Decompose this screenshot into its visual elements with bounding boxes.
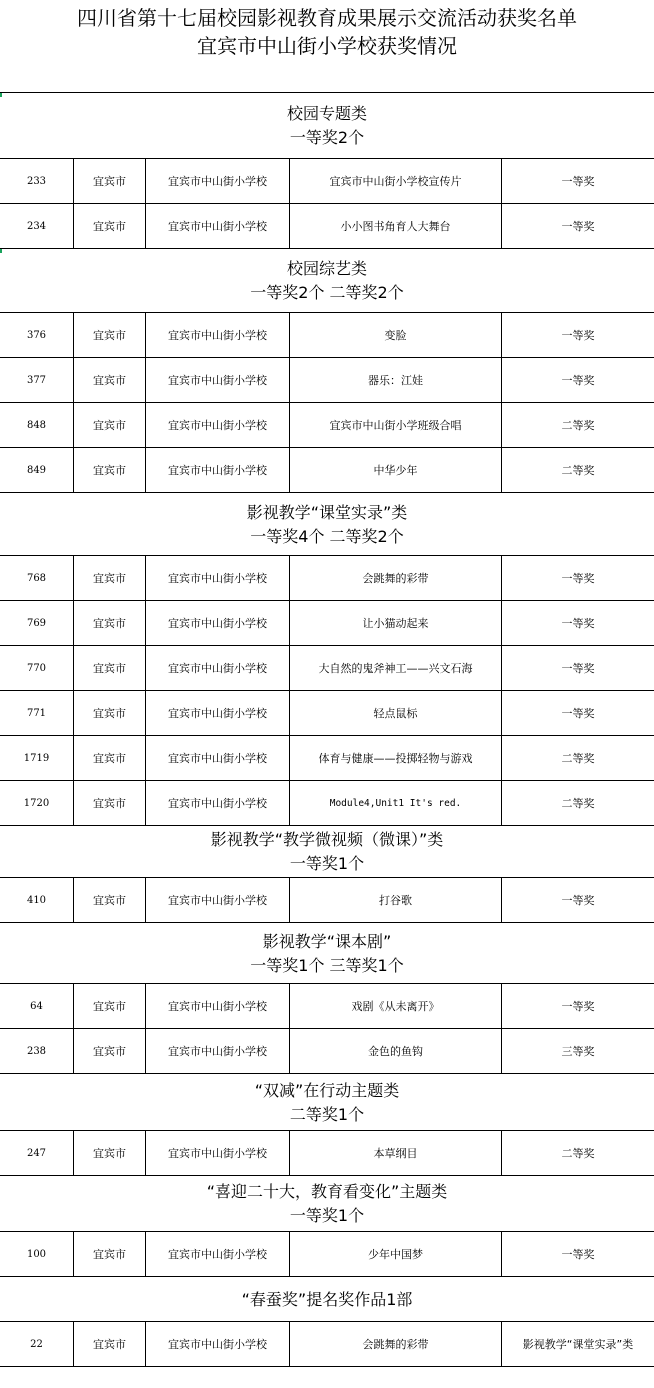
cell-marker-icon <box>0 93 2 97</box>
table-row <box>0 736 654 781</box>
section-category: 影视教学“课本剧” <box>262 931 392 951</box>
work-title-cell: 器乐：江娃 <box>290 358 502 402</box>
entry-id: 769 <box>0 601 74 645</box>
award-cell: 影视教学“课堂实录”类 <box>522 1338 634 1351</box>
table-row <box>0 556 654 601</box>
section-award-summary: 一等奖2个 二等奖2个 <box>250 283 404 302</box>
award-cell: 二等奖 <box>561 419 595 432</box>
entry-id: 233 <box>0 159 74 203</box>
school-cell: 宜宾市中山街小学校 <box>146 556 290 600</box>
entry-id: 1719 <box>0 736 74 780</box>
title-line-1: 四川省第十七届校园影视教育成果展示交流活动获奖名单 <box>77 6 577 30</box>
work-title-cell: 让小猫动起来 <box>290 601 502 645</box>
school-cell: 宜宾市中山街小学校 <box>146 691 290 735</box>
table-row <box>0 646 654 691</box>
school-cell: 宜宾市中山街小学校 <box>146 984 290 1028</box>
section-heading <box>0 1176 654 1232</box>
entry-id: 1720 <box>0 781 74 825</box>
section-heading <box>0 493 654 556</box>
entry-id: 22 <box>0 1322 74 1366</box>
city-cell: 宜宾市 <box>74 646 146 690</box>
table-row <box>0 878 654 923</box>
section-category: “喜迎二十大，教育看变化”主题类 <box>206 1182 448 1201</box>
work-title-cell: 大自然的鬼斧神工——兴文石海 <box>290 646 502 690</box>
work-title-cell: 金色的鱼钩 <box>290 1029 502 1073</box>
table-row <box>0 1232 654 1277</box>
city-cell: 宜宾市 <box>74 358 146 402</box>
school-cell: 宜宾市中山街小学校 <box>146 159 290 203</box>
section-category: “双减”在行动主题类 <box>254 1080 400 1100</box>
section-category: 影视教学“课堂实录”类 <box>246 502 408 522</box>
work-title-cell: Module4,Unit1 It's red. <box>290 781 502 825</box>
work-title-cell: 戏剧《从未离开》 <box>290 984 502 1028</box>
school-cell: 宜宾市中山街小学校 <box>146 781 290 825</box>
entry-id: 238 <box>0 1029 74 1073</box>
school-cell: 宜宾市中山街小学校 <box>146 646 290 690</box>
section-category: 校园专题类 <box>286 104 367 123</box>
award-cell: 一等奖 <box>561 707 595 720</box>
section-category: “春蚕奖”提名奖作品1部 <box>241 1289 413 1309</box>
work-title-cell: 少年中国梦 <box>290 1232 502 1276</box>
school-cell: 宜宾市中山街小学校 <box>146 1029 290 1073</box>
city-cell: 宜宾市 <box>74 781 146 825</box>
table-row <box>0 313 654 358</box>
award-cell: 二等奖 <box>561 797 595 810</box>
document-title <box>0 0 654 93</box>
entry-id: 376 <box>0 313 74 357</box>
school-cell: 宜宾市中山街小学校 <box>146 358 290 402</box>
award-cell: 一等奖 <box>561 175 595 188</box>
school-cell: 宜宾市中山街小学校 <box>146 313 290 357</box>
award-cell: 一等奖 <box>561 374 595 387</box>
school-cell: 宜宾市中山街小学校 <box>146 736 290 780</box>
city-cell: 宜宾市 <box>74 691 146 735</box>
work-title-cell: 轻点鼠标 <box>290 691 502 735</box>
award-cell: 一等奖 <box>561 220 595 233</box>
section-award-summary: 一等奖2个 <box>289 128 365 147</box>
work-title-cell: 本草纲目 <box>290 1131 502 1175</box>
entry-id: 64 <box>0 984 74 1028</box>
work-title-cell: 中华少年 <box>290 448 502 492</box>
table-row <box>0 984 654 1029</box>
entry-id: 848 <box>0 403 74 447</box>
award-cell: 一等奖 <box>561 894 595 907</box>
city-cell: 宜宾市 <box>74 984 146 1028</box>
city-cell: 宜宾市 <box>74 1322 146 1366</box>
section-heading <box>0 923 654 984</box>
school-cell: 宜宾市中山街小学校 <box>146 448 290 492</box>
section-award-summary: 一等奖1个 三等奖1个 <box>250 955 404 975</box>
section-category: 影视教学“教学微视频（微课）”类 <box>210 830 444 849</box>
section-heading <box>0 1277 654 1322</box>
city-cell: 宜宾市 <box>74 403 146 447</box>
school-cell: 宜宾市中山街小学校 <box>146 204 290 248</box>
entry-id: 768 <box>0 556 74 600</box>
school-cell: 宜宾市中山街小学校 <box>146 1131 290 1175</box>
table-row <box>0 601 654 646</box>
school-cell: 宜宾市中山街小学校 <box>146 601 290 645</box>
award-cell: 二等奖 <box>561 464 595 477</box>
city-cell: 宜宾市 <box>74 878 146 922</box>
entry-id: 234 <box>0 204 74 248</box>
work-title-cell: 会跳舞的彩带 <box>290 1322 502 1366</box>
city-cell: 宜宾市 <box>74 601 146 645</box>
award-cell: 一等奖 <box>561 1000 595 1013</box>
table-row <box>0 691 654 736</box>
table-row <box>0 159 654 204</box>
entry-id: 410 <box>0 878 74 922</box>
table-row <box>0 403 654 448</box>
award-cell: 一等奖 <box>561 617 595 630</box>
award-cell: 一等奖 <box>561 329 595 342</box>
work-title-cell: 宜宾市中山街小学校宣传片 <box>290 159 502 203</box>
section-award-summary: 二等奖1个 <box>289 1104 365 1124</box>
section-heading <box>0 1074 654 1131</box>
table-row <box>0 781 654 826</box>
award-cell: 一等奖 <box>561 662 595 675</box>
entry-id: 247 <box>0 1131 74 1175</box>
school-cell: 宜宾市中山街小学校 <box>146 1232 290 1276</box>
school-cell: 宜宾市中山街小学校 <box>146 878 290 922</box>
section-award-summary: 一等奖1个 <box>289 1206 365 1225</box>
table-row <box>0 448 654 493</box>
school-cell: 宜宾市中山街小学校 <box>146 1322 290 1366</box>
entry-id: 771 <box>0 691 74 735</box>
section-category: 校园综艺类 <box>286 259 367 278</box>
entry-id: 849 <box>0 448 74 492</box>
entry-id: 770 <box>0 646 74 690</box>
work-title-cell: 会跳舞的彩带 <box>290 556 502 600</box>
section-heading <box>0 826 654 878</box>
cell-marker-icon <box>0 249 2 253</box>
work-title-cell: 宜宾市中山街小学班级合唱 <box>290 403 502 447</box>
work-title-cell: 体育与健康——投掷轻物与游戏 <box>290 736 502 780</box>
city-cell: 宜宾市 <box>74 1232 146 1276</box>
city-cell: 宜宾市 <box>74 1029 146 1073</box>
section-heading <box>0 93 654 159</box>
city-cell: 宜宾市 <box>74 1131 146 1175</box>
award-cell: 三等奖 <box>561 1045 595 1058</box>
work-title-cell: 变脸 <box>290 313 502 357</box>
table-row <box>0 358 654 403</box>
entry-id: 100 <box>0 1232 74 1276</box>
city-cell: 宜宾市 <box>74 313 146 357</box>
section-award-summary: 一等奖1个 <box>289 854 365 873</box>
city-cell: 宜宾市 <box>74 448 146 492</box>
award-cell: 二等奖 <box>561 1147 595 1160</box>
city-cell: 宜宾市 <box>74 556 146 600</box>
school-cell: 宜宾市中山街小学校 <box>146 403 290 447</box>
award-cell: 一等奖 <box>561 1248 595 1261</box>
award-cell: 一等奖 <box>561 572 595 585</box>
work-title-cell: 打谷歌 <box>290 878 502 922</box>
table-row <box>0 1029 654 1074</box>
table-row <box>0 1322 654 1367</box>
section-heading <box>0 249 654 313</box>
section-award-summary: 一等奖4个 二等奖2个 <box>250 526 404 546</box>
award-cell: 二等奖 <box>561 752 595 765</box>
city-cell: 宜宾市 <box>74 736 146 780</box>
city-cell: 宜宾市 <box>74 159 146 203</box>
entry-id: 377 <box>0 358 74 402</box>
table-row <box>0 1131 654 1176</box>
table-row <box>0 204 654 249</box>
title-line-2: 宜宾市中山街小学校获奖情况 <box>197 34 457 58</box>
city-cell: 宜宾市 <box>74 204 146 248</box>
work-title-cell: 小小图书角育人大舞台 <box>290 204 502 248</box>
